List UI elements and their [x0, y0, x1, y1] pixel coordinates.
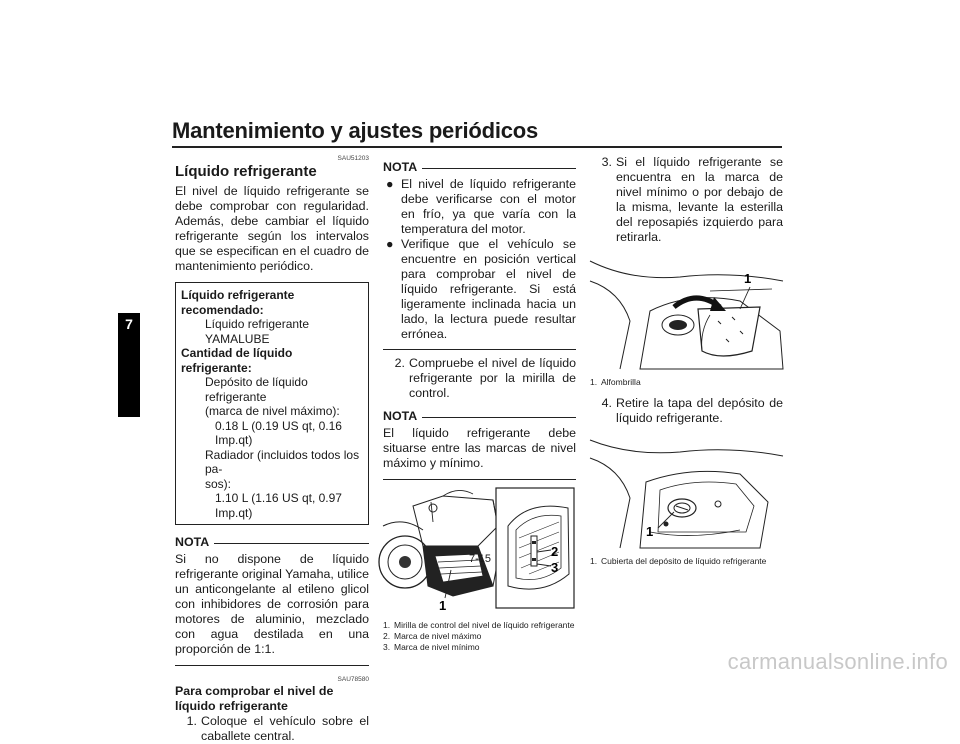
- caption-item: 1. Mirilla de control del nivel de líquido refrigerante: [383, 620, 575, 630]
- figure-label-1: 1: [439, 598, 447, 613]
- spec-box: [175, 282, 369, 525]
- column-right: [590, 155, 783, 567]
- spec-reservoir-value: 0.18 L (0.19 US qt, 0.16 Imp.qt): [215, 418, 342, 447]
- caption-item: 3. Marca de nivel mínimo: [383, 642, 480, 652]
- watermark: carmanualsonline.info: [727, 649, 948, 674]
- step-number: 3.: [601, 155, 612, 169]
- spec-reservoir: Depósito de líquido refrigerante: [205, 375, 308, 404]
- spec-value-coolant: Líquido refrigerante YAMALUBE: [205, 317, 310, 346]
- section-heading: Líquido refrigerante: [175, 163, 317, 180]
- step-text: Compruebe el nivel de líquido refrigerante por la mirilla de control.: [409, 356, 576, 400]
- illustration-sight-glass: [383, 486, 576, 612]
- caption-item: 1. Alfombrilla: [590, 377, 641, 387]
- nota-divider: [175, 665, 369, 666]
- nota-heading: [175, 535, 369, 550]
- page-number: 7-15: [468, 553, 492, 565]
- column-middle: [383, 155, 576, 653]
- step-2: [383, 356, 576, 401]
- nota-paragraph: El líquido refrigerante debe situarse entre las marcas de nivel máximo y mínimo.: [383, 426, 576, 470]
- nota-bullets: [383, 177, 576, 342]
- nota-paragraph: Si no dispone de líquido refrigerante original Yamaha, utilice un anticongelante al etileno glicol con inhibidores de corrosión para motores de aluminio, mezclado con agua destilada en una proporción de 1:1.: [175, 552, 369, 656]
- figure-caption: [590, 377, 783, 388]
- spec-label-quantity: Cantidad de líquido refrigerante:: [181, 346, 293, 375]
- figure-captions: [383, 620, 576, 653]
- column-left: [175, 155, 369, 744]
- bullet-item: ● El nivel de líquido refrigerante debe verificarse con el motor en frío, ya que varía con la temperatura del motor.: [386, 177, 576, 236]
- page-title: Mantenimiento y ajustes periódicos: [172, 118, 539, 143]
- caption-item: 2. Marca de nivel máximo: [383, 631, 482, 641]
- nota-divider: [383, 349, 576, 350]
- section-code: SAU78580: [337, 676, 369, 683]
- step-3: [590, 155, 783, 245]
- spec-radiator-cont: sos):: [205, 476, 232, 491]
- spec-radiator-value: 1.10 L (1.16 US qt, 0.97 Imp.qt): [215, 491, 342, 520]
- figure-mat: [590, 251, 783, 373]
- figure-label-3: 3: [551, 560, 559, 575]
- illustration-footrest-mat: [590, 251, 783, 369]
- step-number: 2.: [394, 356, 405, 370]
- spec-label-recommended: Líquido refrigerante recomendado:: [181, 288, 295, 317]
- nota-heading: [383, 409, 576, 424]
- step-text: Coloque el vehículo sobre el caballete central.: [201, 714, 369, 743]
- nota-heading: [383, 160, 576, 175]
- nota-divider: [383, 479, 576, 480]
- nota-label: NOTA: [383, 409, 418, 423]
- bullet-item: ● Verifique que el vehículo se encuentre en posición vertical para comprobar el nivel de líquido refrigerante. Si está ligeramente inclinada hacia un lado, la lectura puede resultar errónea.: [386, 237, 576, 341]
- intro-paragraph: El nivel de líquido refrigerante se debe comprobar con regularidad. Además, debe cambiar el líquido refrigerante según los intervalos que se especifican en el cuadro de mantenimiento periódico.: [175, 184, 369, 273]
- figure-label-2: 2: [551, 544, 559, 559]
- nota-label: NOTA: [175, 535, 210, 549]
- figure-sight-glass: [383, 486, 576, 616]
- step-text: Retire la tapa del depósito de líquido refrigerante.: [616, 396, 783, 425]
- figure-label-1: 1: [646, 524, 654, 539]
- caption-item: 1. Cubierta del depósito de líquido refrigerante: [590, 556, 767, 566]
- figure-label-1: 1: [744, 271, 752, 286]
- spec-radiator: Radiador (incluidos todos los pa-: [205, 447, 360, 476]
- illustration-reservoir-cover: [590, 432, 783, 548]
- figure-reservoir-cover: [590, 432, 783, 552]
- section-code: SAU51203: [337, 155, 369, 162]
- step-text: Si el líquido refrigerante se encuentra en la marca de nivel mínimo o por debajo de la misma, levante la esterilla del reposapiés izquierdo para retirarla.: [616, 155, 783, 244]
- title-rule: [172, 146, 782, 148]
- step-1: [175, 714, 369, 744]
- step-number: 4.: [601, 396, 612, 410]
- spec-reservoir-mark: (marca de nivel máximo):: [205, 404, 340, 418]
- step-4: [590, 396, 783, 426]
- chapter-tab: 7: [118, 313, 140, 417]
- step-number: 1.: [186, 714, 197, 728]
- sub-heading: Para comprobar el nivel de líquido refrigerante: [175, 684, 334, 713]
- nota-label: NOTA: [383, 160, 418, 174]
